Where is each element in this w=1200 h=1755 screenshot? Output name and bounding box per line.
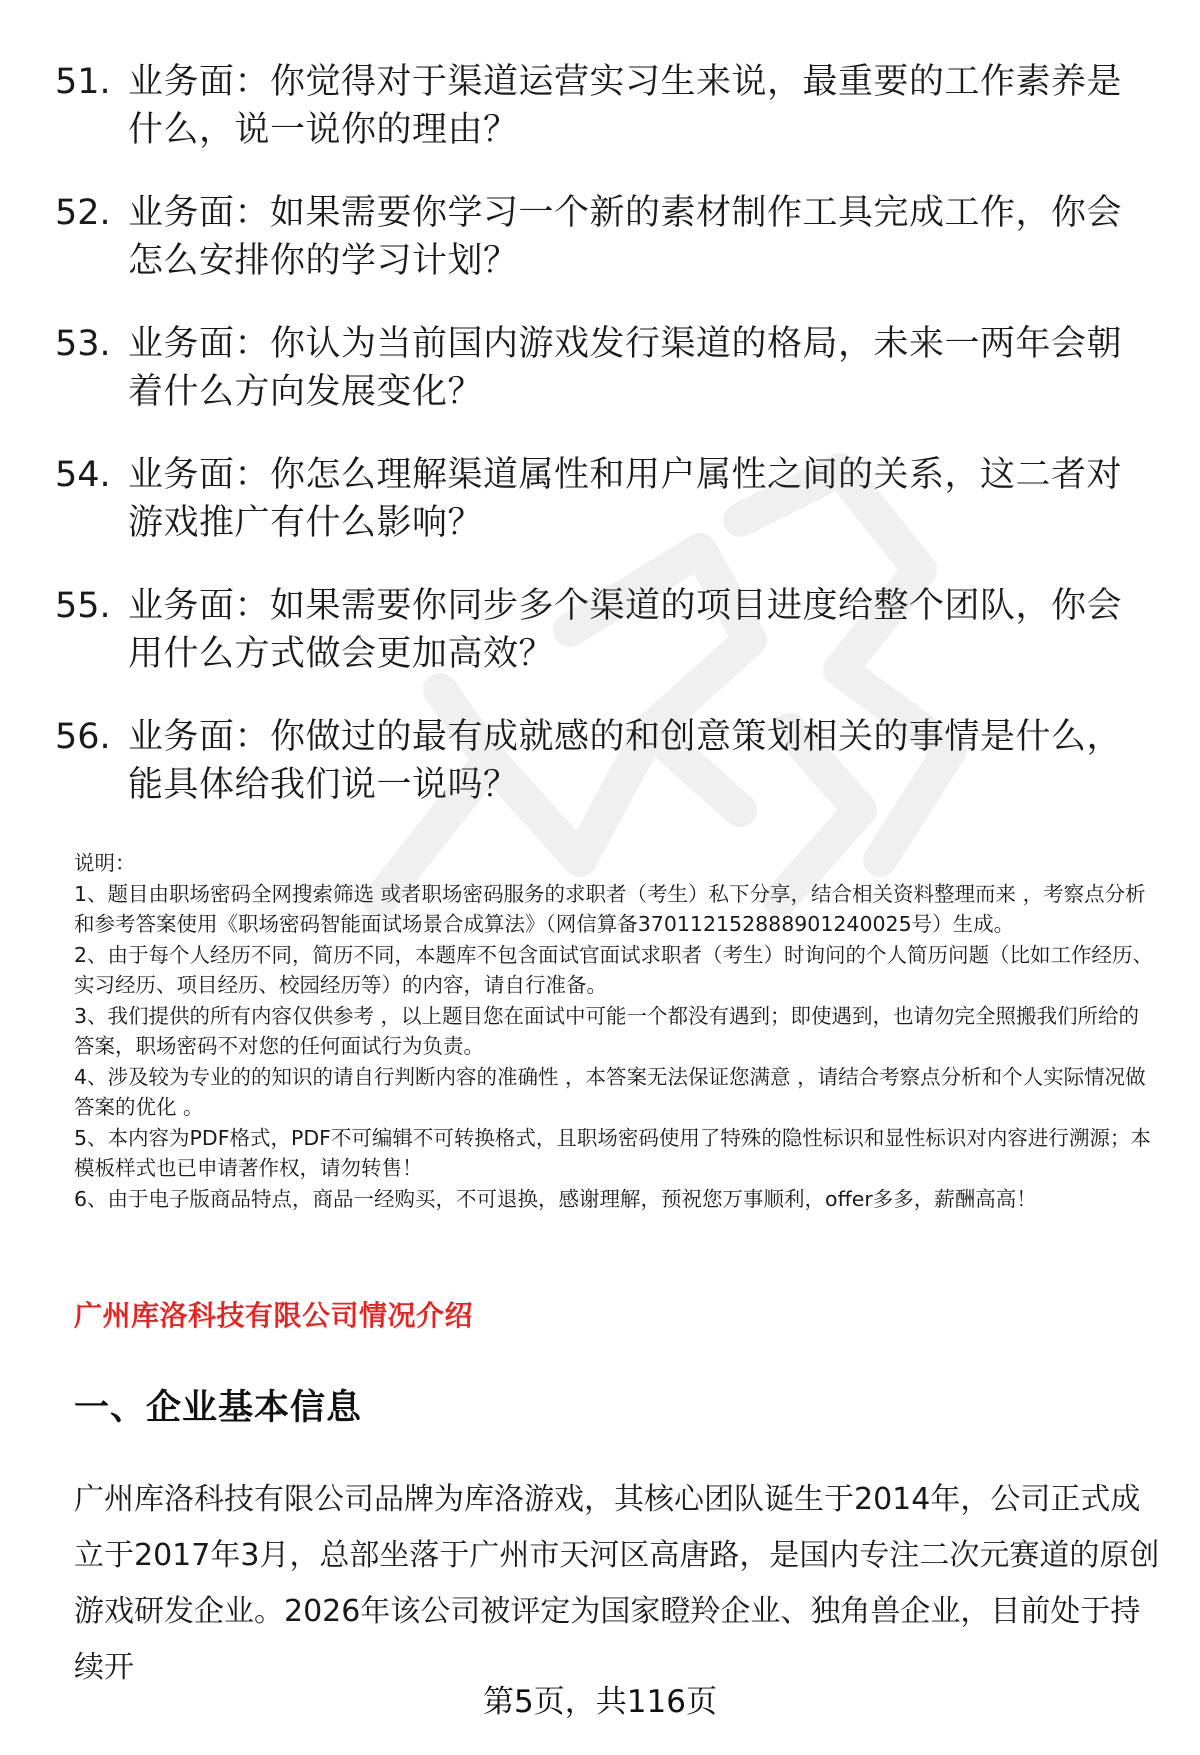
- question-item: [55, 58, 1155, 154]
- note-item: 5、本内容为PDF格式，PDF不可编辑不可转换格式，且职场密码使用了特殊的隐性标识和显性标识对内容进行溯源；本模板样式也已申请著作权，请勿转售！: [74, 1125, 1151, 1180]
- section-heading: 一、企业基本信息: [74, 1388, 363, 1428]
- page-footer: 第5页，共116页: [483, 1684, 717, 1720]
- question-number: 52.: [55, 193, 111, 233]
- question-item: [55, 582, 1155, 678]
- question-number: 54.: [55, 455, 111, 495]
- question-item: [55, 189, 1155, 285]
- note-item: 6、由于电子版商品特点，商品一经购买，不可退换，感谢理解，预祝您万事顺利，offer多多，薪酬高高！: [74, 1186, 1037, 1211]
- note-item: 3、我们提供的所有内容仅供参考 ，以上题目您在面试中可能一个都没有遇到；即使遇到，也请勿完全照搬我们所给的答案，职场密码不对您的任何面试行为负责。: [74, 1003, 1140, 1058]
- note-item: 4、涉及较为专业的的知识的请自行判断内容的准确性 ，本答案无法保证您满意 ，请结合考察点分析和个人实际情况做答案的优化 。: [74, 1064, 1146, 1119]
- question-text: 业务面：你觉得对于渠道运营实习生来说，最重要的工作素养是什么，说一说你的理由？: [128, 62, 1123, 150]
- question-number: 51.: [55, 62, 111, 102]
- question-text: 业务面：你怎么理解渠道属性和用户属性之间的关系，这二者对游戏推广有什么影响？: [128, 455, 1123, 543]
- company-title: 广州库洛科技有限公司情况介绍: [74, 1299, 474, 1332]
- question-number: 55.: [55, 586, 111, 626]
- question-text: 业务面：如果需要你同步多个渠道的项目进度给整个团队，你会用什么方式做会更加高效？: [128, 586, 1123, 674]
- question-item: [55, 320, 1155, 416]
- question-item: [55, 451, 1155, 547]
- question-text: 业务面：你认为当前国内游戏发行渠道的格局，未来一两年会朝着什么方向发展变化？: [128, 324, 1123, 412]
- note-item: 2、由于每个人经历不同，简历不同，本题库不包含面试官面试求职者（考生）时询问的个人简历问题（比如工作经历、实习经历、项目经历、校园经历等）的内容，请自行准备。: [74, 942, 1154, 997]
- question-item: [55, 713, 1155, 809]
- notes-section: [74, 848, 1154, 1214]
- note-item: 1、题目由职场密码全网搜索筛选 或者职场密码服务的求职者（考生）私下分享，结合相关资料整理而来 ，考察点分析和参考答案使用《职场密码智能面试场景合成算法》（网信算备370112152888901240025号）生成。: [74, 881, 1146, 936]
- question-number: 53.: [55, 324, 111, 364]
- question-number: 56.: [55, 717, 111, 757]
- intro-paragraph: 广州库洛科技有限公司品牌为库洛游戏，其核心团队诞生于2014年，公司正式成立于2017年3月，总部坐落于广州市天河区高唐路，是国内专注二次元赛道的原创游戏研发企业。2026年该公司被评定为国家瞪羚企业、独角兽企业，目前处于持续开: [74, 1482, 1160, 1685]
- question-list: [55, 58, 1155, 844]
- question-text: 业务面：如果需要你学习一个新的素材制作工具完成工作，你会怎么安排你的学习计划？: [128, 193, 1123, 281]
- question-text: 业务面：你做过的最有成就感的和创意策划相关的事情是什么，能具体给我们说一说吗？: [128, 717, 1123, 805]
- notes-heading: 说明：: [74, 851, 136, 875]
